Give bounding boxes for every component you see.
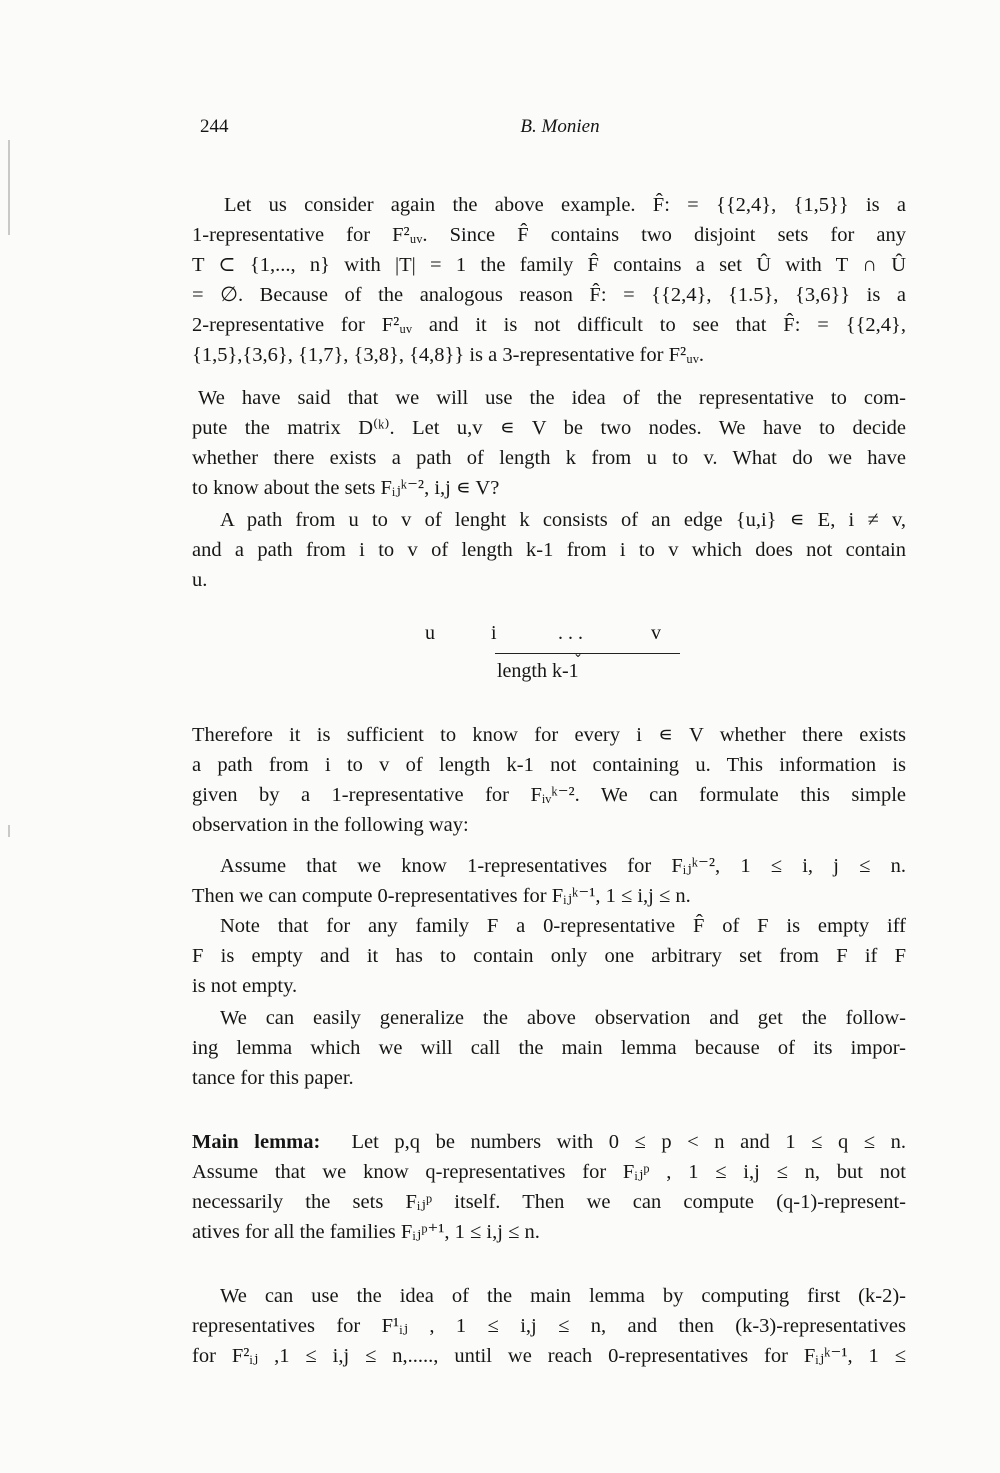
diagram-dots: . . . (558, 622, 583, 644)
text-line: F is empty and it has to contain only one arbitrary set from F if F (192, 945, 906, 967)
text-line: Assume that we know 1-representatives for Fᵢⱼᵏ⁻², 1 ≤ i, j ≤ n. (220, 855, 906, 877)
text-line: u. (192, 569, 208, 591)
diagram-brace: ⌄ (573, 646, 584, 660)
text-line: ing lemma which we will call the main lemma because of its impor- (192, 1037, 906, 1059)
text-line: 1-representative for F²ᵤᵥ. Since F̂ contains two disjoint sets for any (192, 224, 906, 246)
paragraph-path-definition (192, 505, 906, 595)
text-line: observation in the following way: (192, 814, 469, 836)
page-header (200, 116, 920, 146)
text-line: = ∅. Because of the analogous reason F̂: = {{2,4}, {1.5}, {3,6}} is a (192, 284, 906, 306)
text-line: Let us consider again the above example. F̂: = {{2,4}, {1,5}} is a (224, 194, 906, 216)
running-head: B. Monien (520, 116, 600, 137)
diagram-underline (495, 653, 680, 654)
text-line: Therefore it is sufficient to know for every i ∊ V whether there exists (192, 724, 906, 746)
text-line: We can use the idea of the main lemma by computing first (k-2)- (220, 1285, 906, 1307)
diagram-node-v: v (651, 622, 661, 644)
diagram-label: length k-1 (497, 660, 579, 682)
text-line: A path from u to v of lenght k consists of an edge {u,i} ∊ E, i ≠ v, (220, 509, 906, 531)
text-line: 2-representative for F²ᵤᵥ and it is not difficult to see that F̂: = {{2,4}, (192, 314, 906, 336)
scan-edge-mark (8, 825, 10, 837)
diagram-node-i: i (491, 622, 497, 644)
text-line (192, 1127, 906, 1157)
text-line: is not empty. (192, 975, 298, 997)
scan-edge-mark (8, 140, 10, 235)
text-line: to know about the sets Fᵢⱼᵏ⁻², i,j ∊ V? (192, 477, 500, 499)
text-line: Note that for any family F a 0-representative F̂ of F is empty iff (220, 915, 906, 937)
paragraph-generalize (192, 1003, 906, 1093)
page-number: 244 (200, 116, 229, 137)
text-line: pute the matrix D⁽ᵏ⁾. Let u,v ∊ V be two nodes. We have to decide (192, 417, 906, 439)
paragraph-sufficient (192, 720, 906, 840)
text-line: {1,5},{3,6}, {1,7}, {3,8}, {4,8}} is a 3-representative for F²ᵤᵥ. (192, 344, 704, 366)
diagram-node-u: u (425, 622, 435, 644)
text-line: representatives for F¹ᵢⱼ , 1 ≤ i,j ≤ n, and then (k-3)-representatives (192, 1315, 906, 1337)
text-line: We have said that we will use the idea of the representative to com- (198, 387, 906, 409)
text-line: given by a 1-representative for Fᵢᵥᵏ⁻². We can formulate this simple (192, 784, 906, 806)
text-line: Assume that we know q-representatives for Fᵢⱼᵖ , 1 ≤ i,j ≤ n, but not (192, 1161, 906, 1183)
path-diagram (425, 622, 685, 692)
text-line: tance for this paper. (192, 1067, 354, 1089)
text-line: whether there exists a path of length k from u to v. What do we have (192, 447, 906, 469)
text-line: atives for all the families Fᵢⱼᵖ⁺¹, 1 ≤ i,j ≤ n. (192, 1221, 540, 1243)
text-line: and a path from i to v of length k-1 from i to v which does not contain (192, 539, 906, 561)
main-lemma (192, 1127, 906, 1247)
text-line: Then we can compute 0-representatives for Fᵢⱼᵏ⁻¹, 1 ≤ i,j ≤ n. (192, 885, 691, 907)
text-line: a path from i to v of length k-1 not containing u. This information is (192, 754, 906, 776)
text-line: for F²ᵢⱼ ,1 ≤ i,j ≤ n,....., until we reach 0-representatives for Fᵢⱼᵏ⁻¹, 1 ≤ (192, 1345, 906, 1367)
text-line: We can easily generalize the above observation and get the follow- (220, 1007, 906, 1029)
lemma-first-line: Let p,q be numbers with 0 ≤ p < n and 1 ≤ q ≤ n. (351, 1131, 907, 1153)
paragraph-observation (192, 851, 906, 911)
paragraph-example (192, 190, 906, 370)
paragraph-note (192, 911, 906, 1001)
paragraph-use-lemma (192, 1281, 906, 1371)
text-line: T ⊂ {1,..., n} with |T| = 1 the family F̂ contains a set Û with T ∩ Û (192, 254, 906, 276)
lemma-label: Main lemma: (192, 1131, 321, 1153)
paragraph-representative-idea (192, 383, 906, 503)
text-line: necessarily the sets Fᵢⱼᵖ itself. Then we can compute (q-1)-represent- (192, 1191, 906, 1213)
